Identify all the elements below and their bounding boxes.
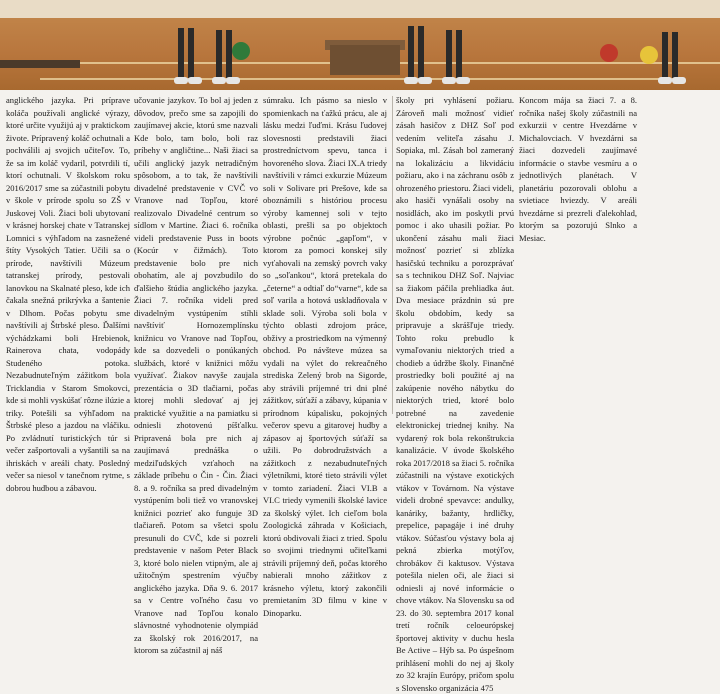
person-leg [662,32,668,78]
column-text: anglického jazyka. Pri príprave koláča používali anglické výrazy, ktoré určite využijú aj v praktickom živote. Prípravený koláč ochutnali a pochválili aj svojich učiteľov. To, že sa im koláč vydaril, potvrdili tí, ktorí ochutnali. V školskom roku 2016/2017 sme sa zúčastnili pobytu v škole v prírode spolu so ZŠ v Juskovej Voli. Žiaci boli ubytovaní v krásnej horskej chate v Tatranskej Lomnici s výhľadom na zasnežené štíty Vysokých Tatier. Učili sa o prírode, navštívili Múzeum tatranskej prírody, pestovali lanovkou na Skalnaté pleso, kde ich čakala snežná prikrývka a šantenie v Dlhom. Počas pobytu sme navštívili aj Štrbské pleso. Ďalšími výchádzkami boli Hrebienok, Rainerova chata, vodopády Studeného potoka. Nezabudnuteľným zážitkom bola Tricklandia v Starom Smokovci, kde si mohli vyskúšať rôzne ilúzie a triky. Potešili sa výhľadom na Štrbské pleso a jazdou na vláčiku. Po zvládnutí turistických túr si večer zašportovali a vyšantili sa na ihriskách v areáli chaty. Posledný večer sa niesol v tanečnom rytme, s dobrou hudbou a zábavou. [6,95,130,493]
person-leg [418,26,424,78]
hoop-green [232,42,250,60]
shoe [226,77,240,84]
hoop-red [600,44,618,62]
shoe [418,77,432,84]
person-leg [456,30,462,78]
shoe [404,77,418,84]
person-leg [408,26,414,78]
shoe [456,77,470,84]
court-line [40,78,680,80]
article-column-4 [396,94,514,693]
shoe [174,77,188,84]
column-text: učovanie jazykov. To bol aj jeden z dôvodov, prečo sme sa zapojili do zaujímavej akcie, ktorú sme nazvali Kde bolo, tam bolo, boli raz príbehy v angličtine... Naši žiaci sa učili anglický jazyk netradičným spôsobom, a to tak, že navštívili divadelné predstavenie v CVČ vo Vranove nad Topľou, ktoré realizovalo Divadelné centrum so sídlom v Martine. Žiaci 6. ročníka videli predstavenie Puss in boots (Kocúr v čižmách). Toto predstavenie bolo pre nich obohatím, ale aj povzbudilo do ďalšieho štúdia anglického jazyka. Žiaci 7. ročníka videli pred divadelným vystúpením stíhli navštíviť Hornozemplínsku knižnicu vo Vranove nad Topľou, kde sa dozvedeli o ponúkaných službách, ktoré v knižnici môžu využívať. Žiakov navyše zaujala prezentácia o 3D tlačiarni, počas ktorej mohli sledovať aj jej praktické využitie a na pamiatku si odniesli zhotovenú píšťalku. Pripravená bola pre nich aj zaujímavá prednáška o medziľudských vzťahoch na základe príbehu o Čin - Čin. Žiaci 8. a 9. ročníka sa pred divadelným vystúpením boli tiež vo vranovskej knižnici pozrieť ako funguje 3D tlačiareň. Potom sa všetci spolu presunuli do CVČ, kde si pozreli predstavenie v našom Peter Black 3, ktoré bolo nielen vtipným, ale aj užitočným spestrením výučby anglického jazyka. Dňa 9. 6. 2017 sa v Centre voľného času vo Vranove nad Topľou konalo slávnostné vyhodnotenie olympiád za školský rok 2016/2017, na ktorom sa zúčastnil aj náš [134,95,258,655]
shoe [658,77,672,84]
column-text: Koncom mája sa žiaci 7. a 8. ročníka našej školy zúčastnili na exkurzii v centre Hvezdárne v Michalovciach. V hvezdárni sa žiaci dozvedeli zaujímavé informácie o stavbe vesmíru a o jednotlivých planétach. V planetáriu pozorovali oblohu a svietiace hviezdy. V areáli hvezdárne si prezreli ďalekohlad, ktorým sa pozorujú Slnko a Mesiac. [519,95,637,243]
shoe [212,77,226,84]
person-leg [226,30,232,78]
column-text: školy pri vyhlásení požiaru. Zároveň mali možnosť vidieť zásah hasičov z DHZ Soľ pod vedením veliteľa zásahu J. Sopiaka, ml. Zásah bol zameraný na lokalizáciu a likvidáciu požiaru, ako i na záchranu osôb z ohrozeného priestoru. Žiaci videli, ako hasiči vynášali osoby na nosidlách, ako im poskytli prvú pomoc i ako uhasili požiar. Po ukončení zásahu mali žiaci možnosť pozrieť si zblízka hasičskú techniku a porozprávať sa s technikou DHZ Soľ. Najviac sa žiakom páčila prehliadka áut. Dva mesiace prázdnin sú pre školu obdobím, kedy sa pripravuje a skrášľuje triedy. Tohto roku prebudlo k vymaľovaniu niektorých tried a chodieb a údržbe školy. Finančné prostriedky boli použité aj na zakúpenie nového nábytku do niektorých tried, ktoré bolo potrebné na zavedenie elektronickej triednej knihy. Na vydarený rok bola rekonštrukcia kanalizácie. V úvode školského roka 2017/2018 sa žiaci 5. ročníka zúčastnili na výstave exotických vtákov v Továrnom. Na výstave videli drobné spevavce: andulky, kanáriky, bažanty, hrdličky, prepelice, papagáje i iné druhy vtákov. Súčasťou výstavy bola aj pekná zbierka motýľov, chrobákov či kaktusov. Výstava potešila nielen oči, ale žiaci si odniesli aj nové informácie o chove vtákov. Na Slovensku sa od 23. do 30. septembra 2017 konal tretí ročník celoeurópskej športovej aktivity v duchu hesla Be Active – Hýb sa. Po úspešnom prihlásení mohli do nej aj školy zo 32 krajín Európy, pričom spolu s Slovensko organizácia 475 [396,95,514,693]
column-text: súmraku. Ich pásmo sa nieslo v spomienkach na ťažkú prácu, ale aj lásku medzi ľuďmi. Krásu ľudovej slovesnosti predstavili žiaci prostredníctvom spevu, tanca i hovoreného slova. Žiaci IX.A triedy navštívili v rámci exkurzie Múzeum soli v Solivare pri Prešove, kde sa oboznámili s históriou procesu výroby kamennej soli v tejto oblasti, prešli sa po objektoch výrobne počnúc „gapľom“, v ktorom za pomoci konskej sily vyťahovali na zemský povrch vaky so „soľankou“, ktorá pretekala do „četerne“ a odtiaľ do“varne“, kde sa soľ varila a hotová uskladňovala v sklade soli. Výroba soli bola v týchto oblasti zdrojom práce, obživy a prostriedkom na výmenný obchod. Po návšteve múzea sa vydali na výlet do rekreačného strediska Zelený brob na Sigorde, aby strávili príjemné tri dni plné zážitkov, súťaží a zábavy, kúpania v prírodnom kúpalisku, pokojných večerov spevu a gitarovej hudby a zápasov aj športových súťaží sa užili. Po dobrodružstvách a zážitkoch z nezabudnuteľných výletníkmi, ktoré tieto strávili výlet v tomto zariadení. Žiaci VI.B a VI.C triedy vymenili školské lavice za školský výlet. Ich cieľom bola Zoologická záhrada v Košiciach, ktorú obdivovali žiaci z tried. Spolu so svojimi triednymi učiteľkami strávili príjemný deň, počas ktorého nabierali mnoho zážitkov z krásneho výletu, ktorý zakončili premietaním 3D filmu v kine v Dinoparku. [263,95,388,618]
person-leg [446,30,452,78]
article-column-1 [6,94,130,493]
person-leg [188,28,194,78]
gym-wall [0,0,720,18]
column-rule [392,96,393,414]
shoe [672,77,686,84]
shoe [188,77,202,84]
article-column-3 [263,94,388,618]
hoop-yellow [640,46,658,64]
article-column-5 [519,94,637,420]
article-column-2 [134,94,258,655]
person-leg [216,30,222,78]
bench [0,60,80,68]
shoe [442,77,456,84]
table [330,45,400,75]
gym-photo [0,0,720,90]
person-leg [178,28,184,78]
person-leg [672,32,678,78]
